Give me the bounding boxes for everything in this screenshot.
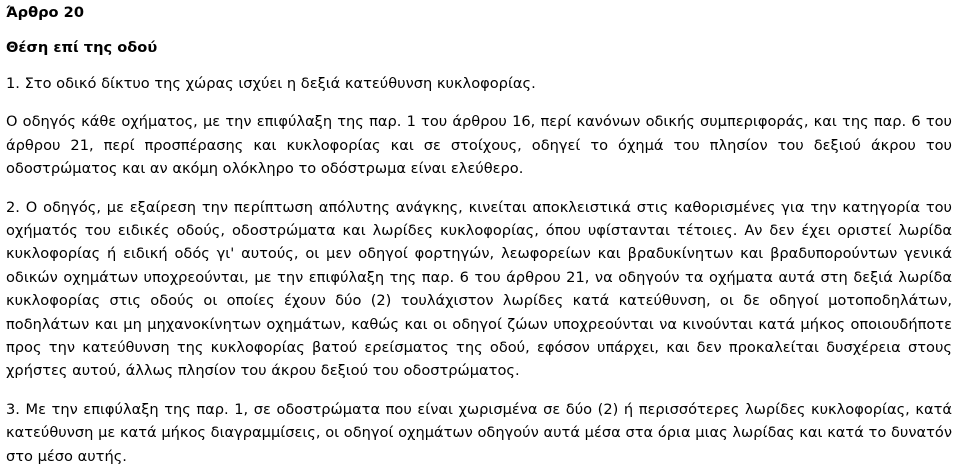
paragraph-1: 1. Στο οδικό δίκτυο της χώρας ισχύει η δεξιά κατεύθυνση κυκλοφορίας. [6, 75, 536, 92]
section-title: Θέση επί της οδού [6, 39, 158, 56]
paragraph-4: 3. Με την επιφύλαξη της παρ. 1, σε οδοστρώματα που είναι χωρισμένα σε δύο (2) ή περισσότερες λωρίδες κυκλοφορίας, κατά κατεύθυνση με κατά μήκος διαγραμμίσεις, οι οδηγοί οχημάτων οδηγούν αυτά μέσα στα όρια μιας λωρίδας και κατά το δυνατόν στο μέσο αυτής. [6, 400, 952, 465]
paragraph-2: Ο οδηγός κάθε οχήματος, με την επιφύλαξη της παρ. 1 του άρθρου 16, περί κανόνων οδικής συμπεριφοράς, και της παρ. 6 του άρθρου 21, περί προσπέρασης και κυκλοφορίας και σε στοίχους, οδηγεί το όχημά του πλησίον του δεξιού άκρου του οδοστρώματος και αν ακόμη ολόκληρο το οδόστρωμα είναι ελεύθερο. [6, 113, 952, 178]
paragraph-3: 2. Ο οδηγός, με εξαίρεση την περίπτωση απόλυτης ανάγκης, κινείται αποκλειστικά στις καθορισμένες για την κατηγορία του οχήματός του ειδικές οδούς, οδοστρώματα και λωρίδες κυκλοφορίας, όπου υφίστανται τέτοιες. Αν δεν έχει οριστεί λωρίδα κυκλοφορίας ή ειδική οδός γι' αυτούς, οι μεν οδηγοί φορτηγών, λεωφορείων και βραδυκίνητων και βραδυπορούντων γενικά οδικών οχημάτων υποχρεούνται, με την επιφύλαξη της παρ. 6 του άρθρου 21, να οδηγούν τα οχήματα αυτά στη δεξιά λωρίδα κυκλοφορίας στις οδούς οι οποίες έχουν δύο (2) τουλάχιστον λωρίδες κατά κατεύθυνση, οι δε οδηγοί μοτοποδηλάτων, ποδηλάτων και μη μηχανοκίνητων οχημάτων, καθώς και οι οδηγοί ζώων υποχρεούνται να κινούνται κατά μήκος οποιουδήποτε προς την κατεύθυνση της κυκλοφορίας βατού ερείσματος της οδού, εφόσον υπάρχει, και δεν προκαλείται δυσχέρεια στους χρήστες αυτού, άλλως πλησίον του άκρου δεξιού του οδοστρώματος. [6, 198, 952, 380]
article-title: Άρθρο 20 [6, 4, 84, 21]
